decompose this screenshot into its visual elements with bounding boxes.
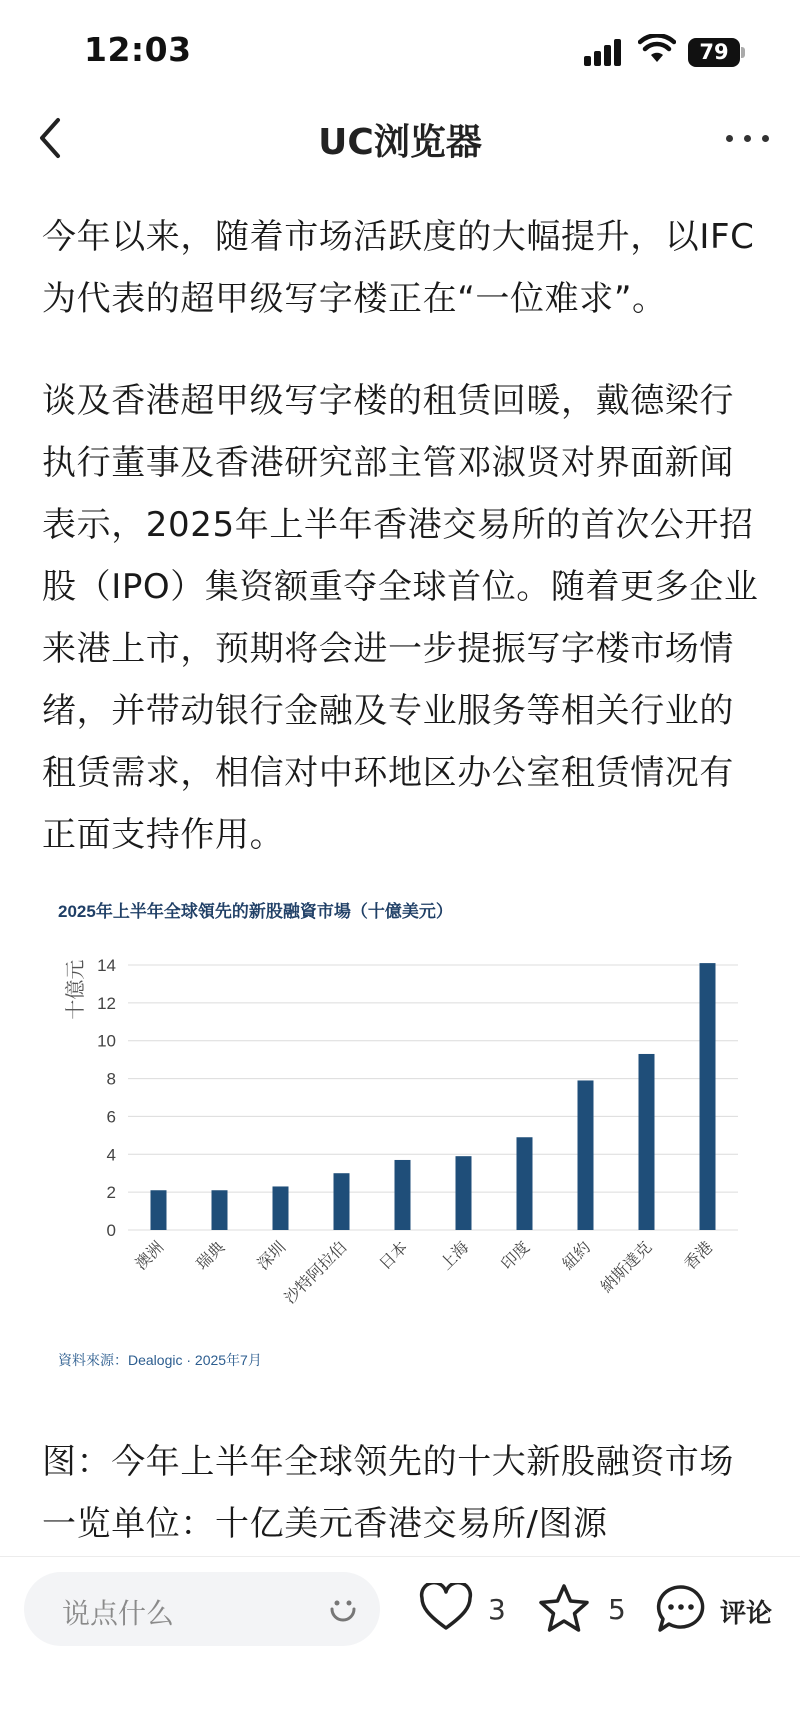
chart-y-tick-label: 0 (106, 1221, 116, 1240)
chart-y-axis-label: 十億元 (65, 959, 87, 1020)
chart-bar (700, 963, 716, 1230)
bottom-action-bar (0, 1556, 800, 1731)
chevron-left-icon (30, 108, 70, 168)
chart-x-tick-label: 納斯達克 (598, 1238, 656, 1297)
chart-title: 2025年上半年全球領先的新股融資市場（十億美元） (58, 902, 453, 921)
chart-bar (639, 1054, 655, 1230)
comment-label: 评论 (720, 1599, 773, 1629)
comment-input[interactable] (24, 1572, 380, 1646)
figure-caption: 图：今年上半年全球领先的十大新股融资市场一览单位：十亿美元香港交易所/图源 (42, 1442, 734, 1544)
like-count: 3 (488, 1593, 506, 1626)
comment-placeholder: 说点什么 (62, 1597, 175, 1630)
chart-y-tick-label: 12 (97, 993, 116, 1013)
chart-x-tick-label: 瑞典 (193, 1238, 229, 1274)
chart-y-tick-label: 8 (106, 1069, 116, 1089)
favorite-button[interactable] (536, 1579, 636, 1639)
ipo-bar-chart (50, 895, 750, 1395)
chart-x-tick-label: 香港 (681, 1238, 717, 1274)
wifi-icon (638, 34, 676, 64)
status-time: 12:03 (84, 30, 192, 69)
chart-x-tick-label: 上海 (437, 1238, 473, 1274)
chart-y-tick-label: 14 (97, 956, 116, 975)
chart-y-tick-label: 4 (106, 1145, 116, 1165)
battery-icon (688, 38, 746, 67)
more-options-button[interactable] (718, 120, 778, 160)
article-paragraph: 今年以来，随着市场活跃度的大幅提升，以IFC为代表的超甲级写字楼正在“一位难求”。 (42, 217, 755, 319)
chart-y-tick-label: 6 (106, 1107, 116, 1127)
chart-bar (212, 1190, 228, 1230)
like-button[interactable] (418, 1579, 518, 1639)
chart-bar (578, 1080, 594, 1230)
comment-bubble-icon (654, 1583, 708, 1637)
chart-bar (273, 1186, 289, 1230)
battery-level: 79 (688, 38, 740, 67)
chart-y-tick-label: 10 (97, 1031, 116, 1051)
chart-x-tick-label: 日本 (376, 1238, 412, 1274)
star-icon (536, 1583, 592, 1635)
chart-x-tick-label: 深圳 (254, 1238, 290, 1274)
nav-bar (0, 100, 800, 180)
comment-button[interactable] (654, 1579, 774, 1639)
chart-bar (456, 1156, 472, 1230)
back-button[interactable] (30, 108, 80, 168)
chart-x-tick-label: 印度 (498, 1238, 534, 1274)
chart-x-tick-label: 澳洲 (132, 1238, 168, 1274)
chart-source-note: 資料來源：Dealogic · 2025年7月 (58, 1352, 262, 1368)
favorite-count: 5 (608, 1593, 626, 1626)
status-bar (0, 0, 800, 100)
chart-y-tick-label: 2 (106, 1183, 116, 1203)
chart-bar (395, 1160, 411, 1230)
heart-icon (418, 1583, 474, 1633)
article-paragraph: 谈及香港超甲级写字楼的租赁回暖，戴德梁行执行董事及香港研究部主管邓淑贤对界面新闻表示，2025年上半年香港交易所的首次公开招股（IPO）集资额重夺全球首位。随着更多企业来港上市，预期将会进一步提振写字楼市场情绪，并带动银行金融及专业服务等相关行业的租赁需求，相信对中环地区办公室租赁情况有正面支持作用。 (42, 381, 759, 855)
chart-bar (151, 1190, 167, 1230)
chart-x-tick-label: 沙特阿拉伯 (281, 1238, 351, 1308)
page-title: UC浏览器 (318, 122, 482, 163)
chart-bar (334, 1173, 350, 1230)
emoji-icon[interactable] (326, 1592, 360, 1626)
cellular-signal-icon (584, 38, 624, 66)
chart-bar (517, 1137, 533, 1230)
chart-x-tick-label: 紐約 (559, 1238, 595, 1274)
